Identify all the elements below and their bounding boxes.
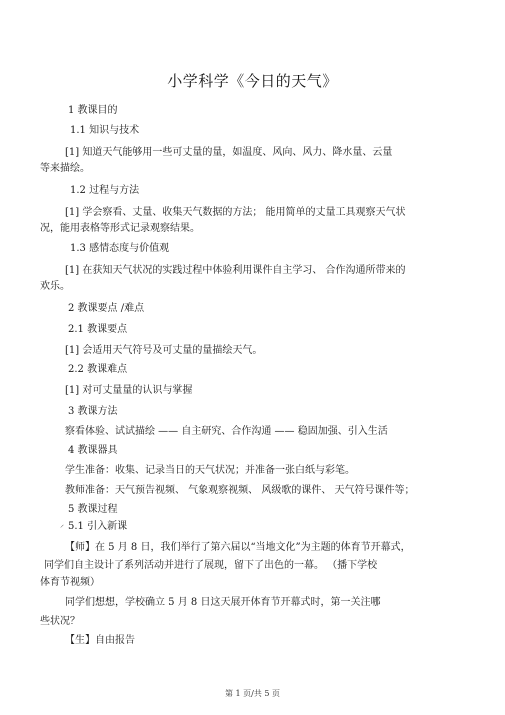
section-heading: 1 教课目的 (68, 105, 118, 116)
section-heading: 2 教课要点 /难点 (68, 303, 145, 314)
paragraph-line: 学生准备：收集、记录当日的天气状况；并准备一张白纸与彩笔。 (65, 465, 355, 476)
paragraph-line: 况，能用表格等形式记录观察结果。 (40, 223, 200, 234)
subsection-heading: 2.2 教课难点 (68, 364, 128, 375)
paragraph-line: 同学们想想，学校确立 5 月 8 日这天展开体育节开幕式时，第一关注哪 (65, 597, 381, 608)
subsection-heading: 1.3 感情态度与价值观 (70, 243, 170, 254)
paragraph-line: 体育节视频） (40, 577, 100, 588)
paragraph-line: [1] 会适用天气符号及可丈量的量描绘天气。 (65, 345, 263, 356)
paragraph-line: [1] 对可丈量量的认识与掌握 (65, 385, 193, 396)
subsection-heading: 1.2 过程与方法 (70, 185, 140, 196)
paragraph-line: 欢乐。 (40, 281, 70, 292)
paragraph-line: 等来描绘。 (40, 163, 90, 174)
subsection-heading: 2.1 教课要点 (68, 324, 128, 335)
paragraph-line: [1] 知道天气能够用一些可丈量的量，如温度、风向、风力、降水量、云量 (65, 147, 393, 158)
paragraph-line: 教师准备：天气预告视频、 气象观察视频、 风级歌的课件、 天气符号课件等； (65, 485, 415, 496)
subsection-heading: 1.1 知识与技术 (70, 125, 140, 136)
paragraph-line: 同学们自主设计了系列活动并进行了展现，留下了出色的一幕。 （播下学校 (44, 560, 378, 571)
document-title: 小学科学《今日的天气》 (167, 72, 338, 90)
page-footer: 第 1 页/共 5 页 (224, 689, 281, 698)
subsection-heading: 5.1 引入新课 (68, 521, 128, 532)
paragraph-line: [1] 在获知天气状况的实践过程中体验利用课件自主学习、 合作沟通所带来的 (65, 265, 406, 276)
paragraph-line: 【师】在 5 月 8 日，我们举行了第六届以“当地文化”为主题的体育节开幕式， (65, 542, 411, 553)
bullet-mark: ⸝ (60, 520, 64, 529)
section-heading: 4 教课器具 (68, 445, 118, 456)
paragraph-line: 察看体验、试试描绘 —— 自主研究、合作沟通 —— 稳固加强、引入生活 (65, 426, 388, 437)
paragraph-line: 【生】自由报告 (65, 635, 135, 646)
paragraph-line: 些状况？ (40, 616, 80, 627)
section-heading: 5 教课过程 (68, 504, 118, 515)
section-heading: 3 教课方法 (68, 406, 118, 417)
paragraph-line: [1] 学会察看、丈量、收集天气数据的方法； 能用简单的丈量工具观察天气状 (65, 207, 406, 218)
